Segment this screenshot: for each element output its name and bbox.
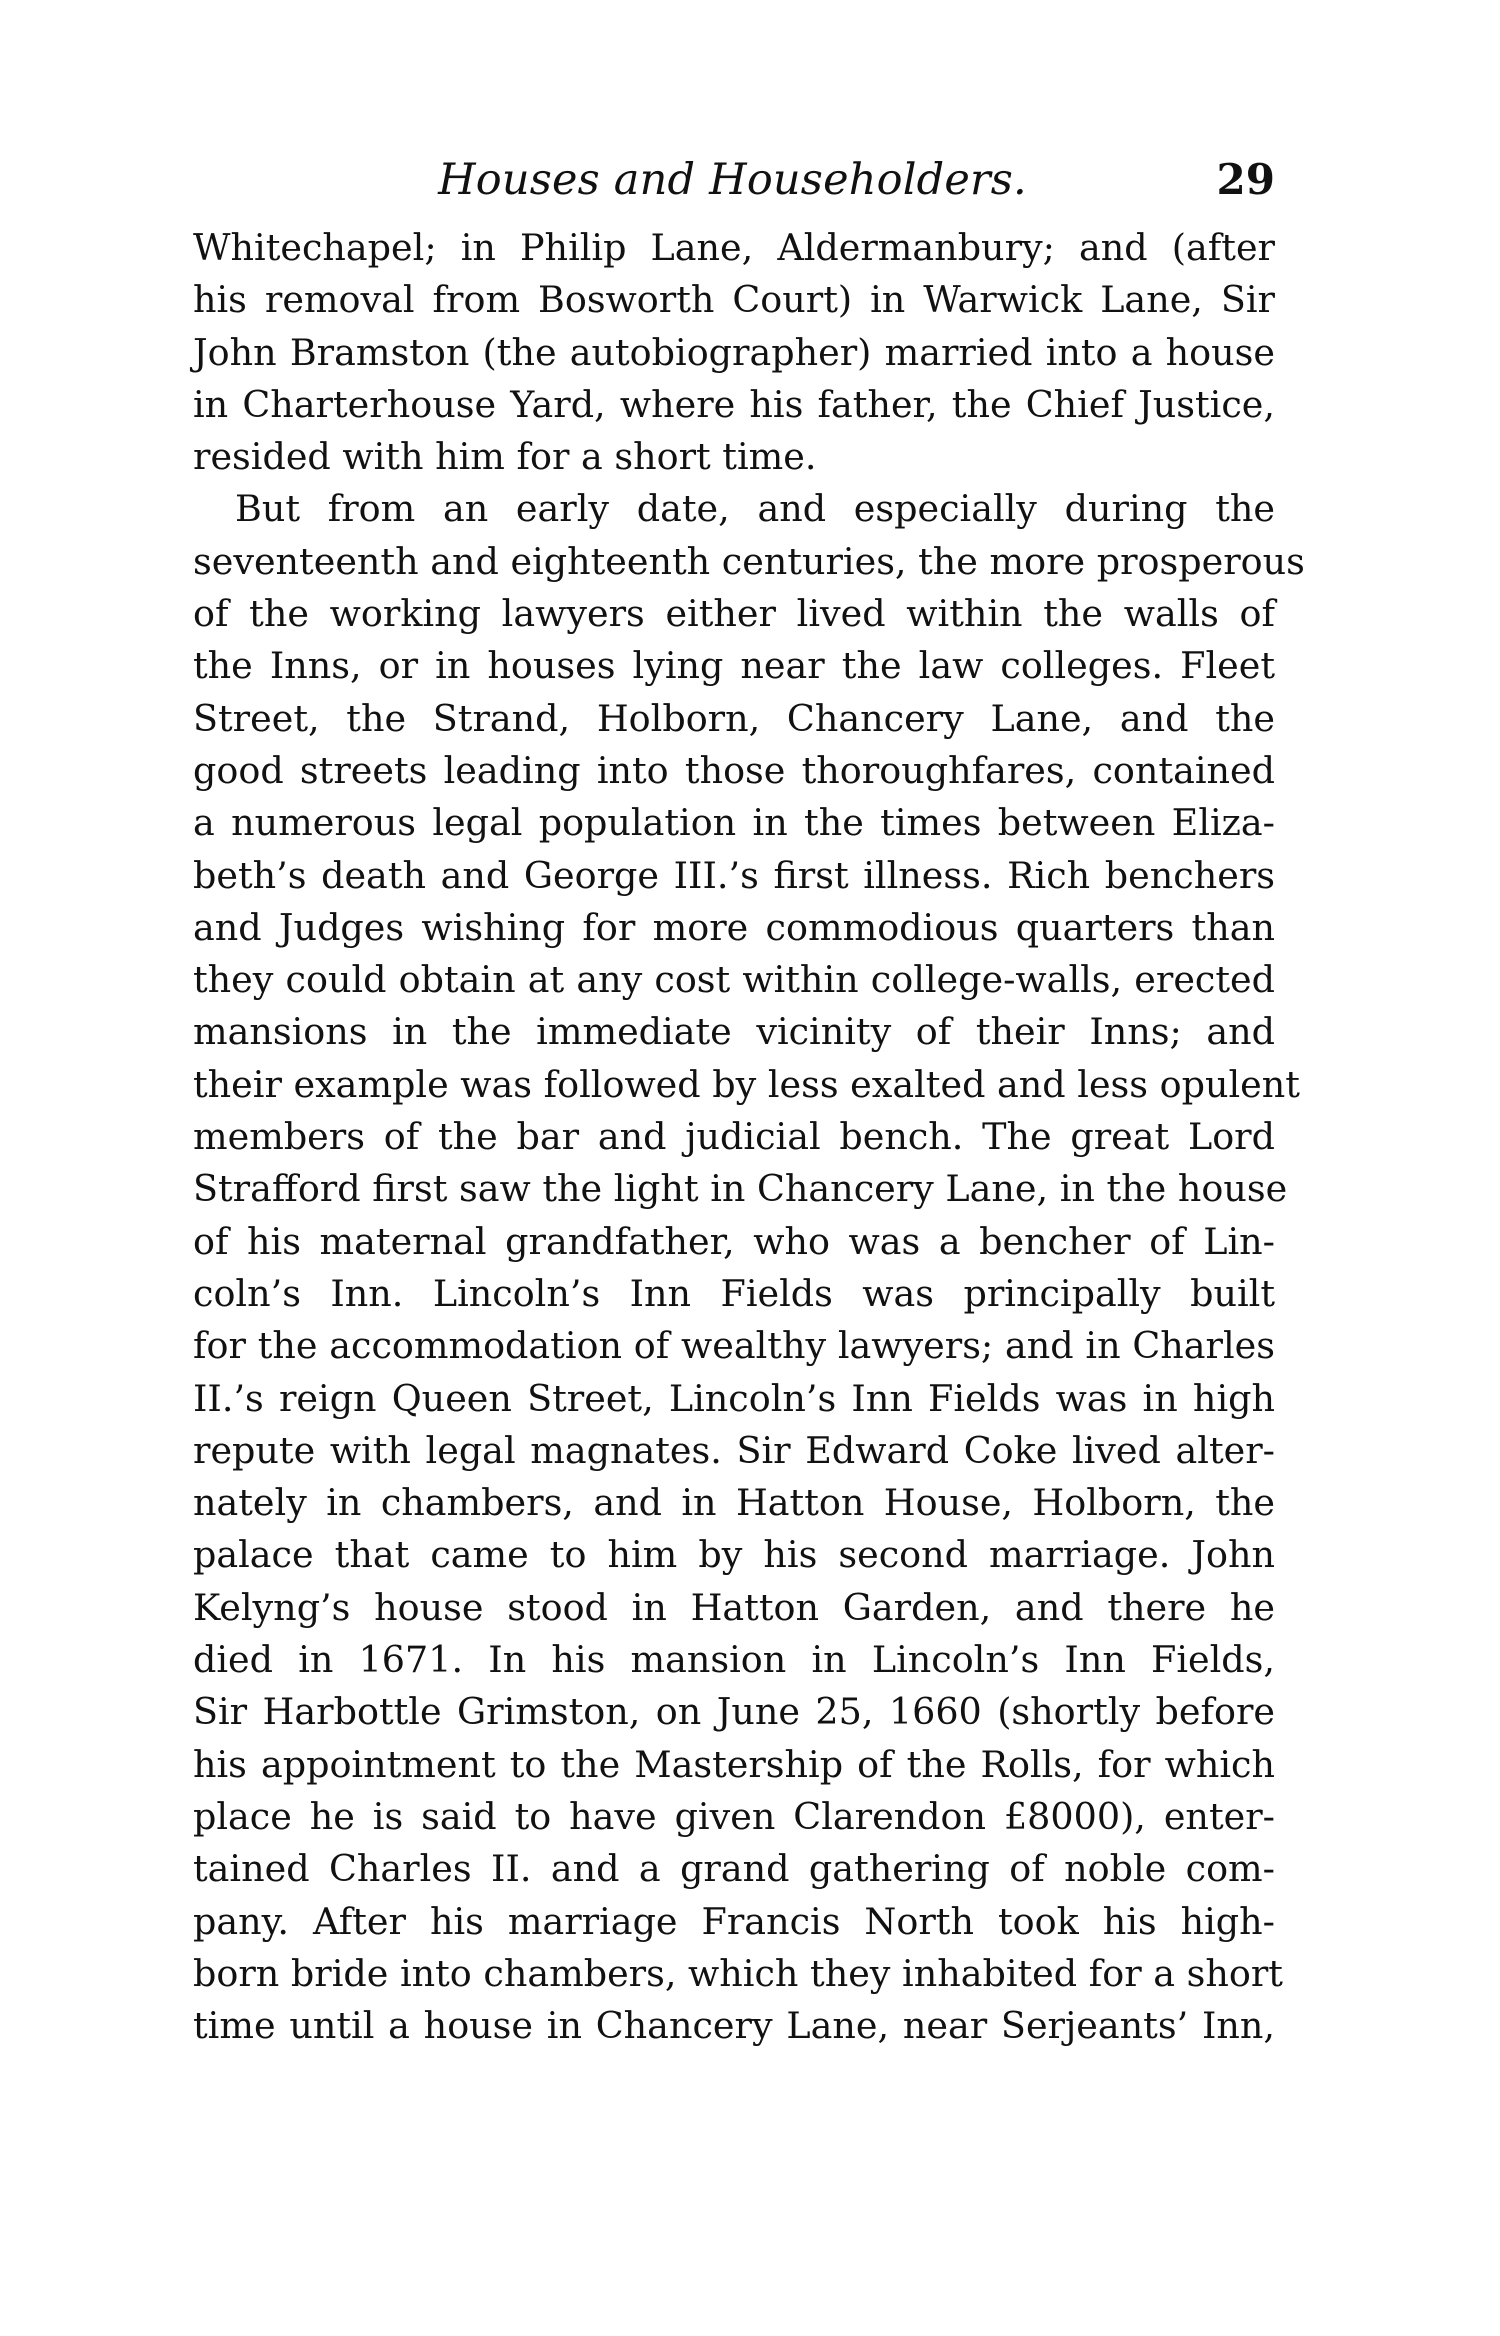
text-line: Sir Harbottle Grimston, on June 25, 1660 (shortly before xyxy=(193,1690,1275,1734)
text-line: Street, the Strand, Holborn, Chancery Lane, and the xyxy=(193,696,1275,740)
text-line: of the working lawyers either lived within the walls of xyxy=(193,592,1275,636)
text-line: and Judges wishing for more commodious quarters than xyxy=(193,905,1275,949)
text-line: Whitechapel; in Philip Lane, Aldermanbury; and (after xyxy=(193,226,1275,269)
page-number: 29 xyxy=(1216,155,1275,204)
text-line: members of the bar and judicial bench. The great Lord xyxy=(193,1115,1275,1159)
text-line: mansions in the immediate vicinity of their Inns; and xyxy=(193,1010,1275,1054)
text-line: place he is said to have given Clarendon £8000), enter- xyxy=(193,1794,1275,1838)
text-line: their example was followed by less exalted and less opulent xyxy=(193,1062,1300,1106)
text-line: the Inns, or in houses lying near the law colleges. Fleet xyxy=(193,644,1275,688)
text-line: nately in chambers, and in Hatton House, Holborn, the xyxy=(193,1481,1275,1525)
text-line: for the accommodation of wealthy lawyers; and in Charles xyxy=(193,1324,1275,1368)
text-line: in Charterhouse Yard, where his father, the Chief Justice, xyxy=(193,382,1275,426)
text-line: Strafford first saw the light in Chancery Lane, in the house xyxy=(193,1167,1288,1211)
text-line: resided with him for a short time. xyxy=(193,435,817,479)
text-line: repute with legal magnates. Sir Edward Coke lived alter- xyxy=(193,1428,1275,1472)
text-line: time until a house in Chancery Lane, near Serjeants’ Inn, xyxy=(193,2004,1275,2048)
paragraph xyxy=(193,222,1275,483)
text-line: coln’s Inn. Lincoln’s Inn Fields was principally built xyxy=(193,1271,1275,1315)
text-line: beth’s death and George III.’s first illness. Rich benchers xyxy=(193,853,1275,897)
text-line: Kelyng’s house stood in Hatton Garden, and there he xyxy=(193,1585,1275,1629)
text-line: pany. After his marriage Francis North took his high- xyxy=(193,1899,1275,1943)
text-line: good streets leading into those thoroughfares, contained xyxy=(193,748,1275,792)
text-line: born bride into chambers, which they inhabited for a short xyxy=(193,1951,1283,1995)
text-line: But from an early date, and especially during the xyxy=(235,487,1275,531)
text-line: seventeenth and eighteenth centuries, the more prosperous xyxy=(193,539,1305,583)
text-line: palace that came to him by his second marriage. John xyxy=(193,1533,1275,1577)
running-head xyxy=(190,150,1275,210)
text-line: his appointment to the Mastership of the Rolls, for which xyxy=(193,1742,1275,1786)
text-line: of his maternal grandfather, who was a bencher of Lin- xyxy=(193,1219,1275,1263)
running-title: Houses and Householders. xyxy=(438,155,1027,205)
text-line: a numerous legal population in the times between Eliza- xyxy=(193,801,1275,845)
text-line: they could obtain at any cost within college-walls, erected xyxy=(193,958,1275,1002)
text-line: tained Charles II. and a grand gathering of noble com- xyxy=(193,1847,1275,1891)
body-text xyxy=(193,222,1305,2052)
text-line: his removal from Bosworth Court) in Warwick Lane, Sir xyxy=(193,278,1275,322)
text-line: II.’s reign Queen Street, Lincoln’s Inn Fields was in high xyxy=(193,1376,1275,1420)
paragraph xyxy=(193,483,1305,2052)
text-line: John Bramston (the autobiographer) married into a house xyxy=(193,330,1275,374)
text-line: died in 1671. In his mansion in Lincoln’s Inn Fields, xyxy=(193,1638,1275,1682)
